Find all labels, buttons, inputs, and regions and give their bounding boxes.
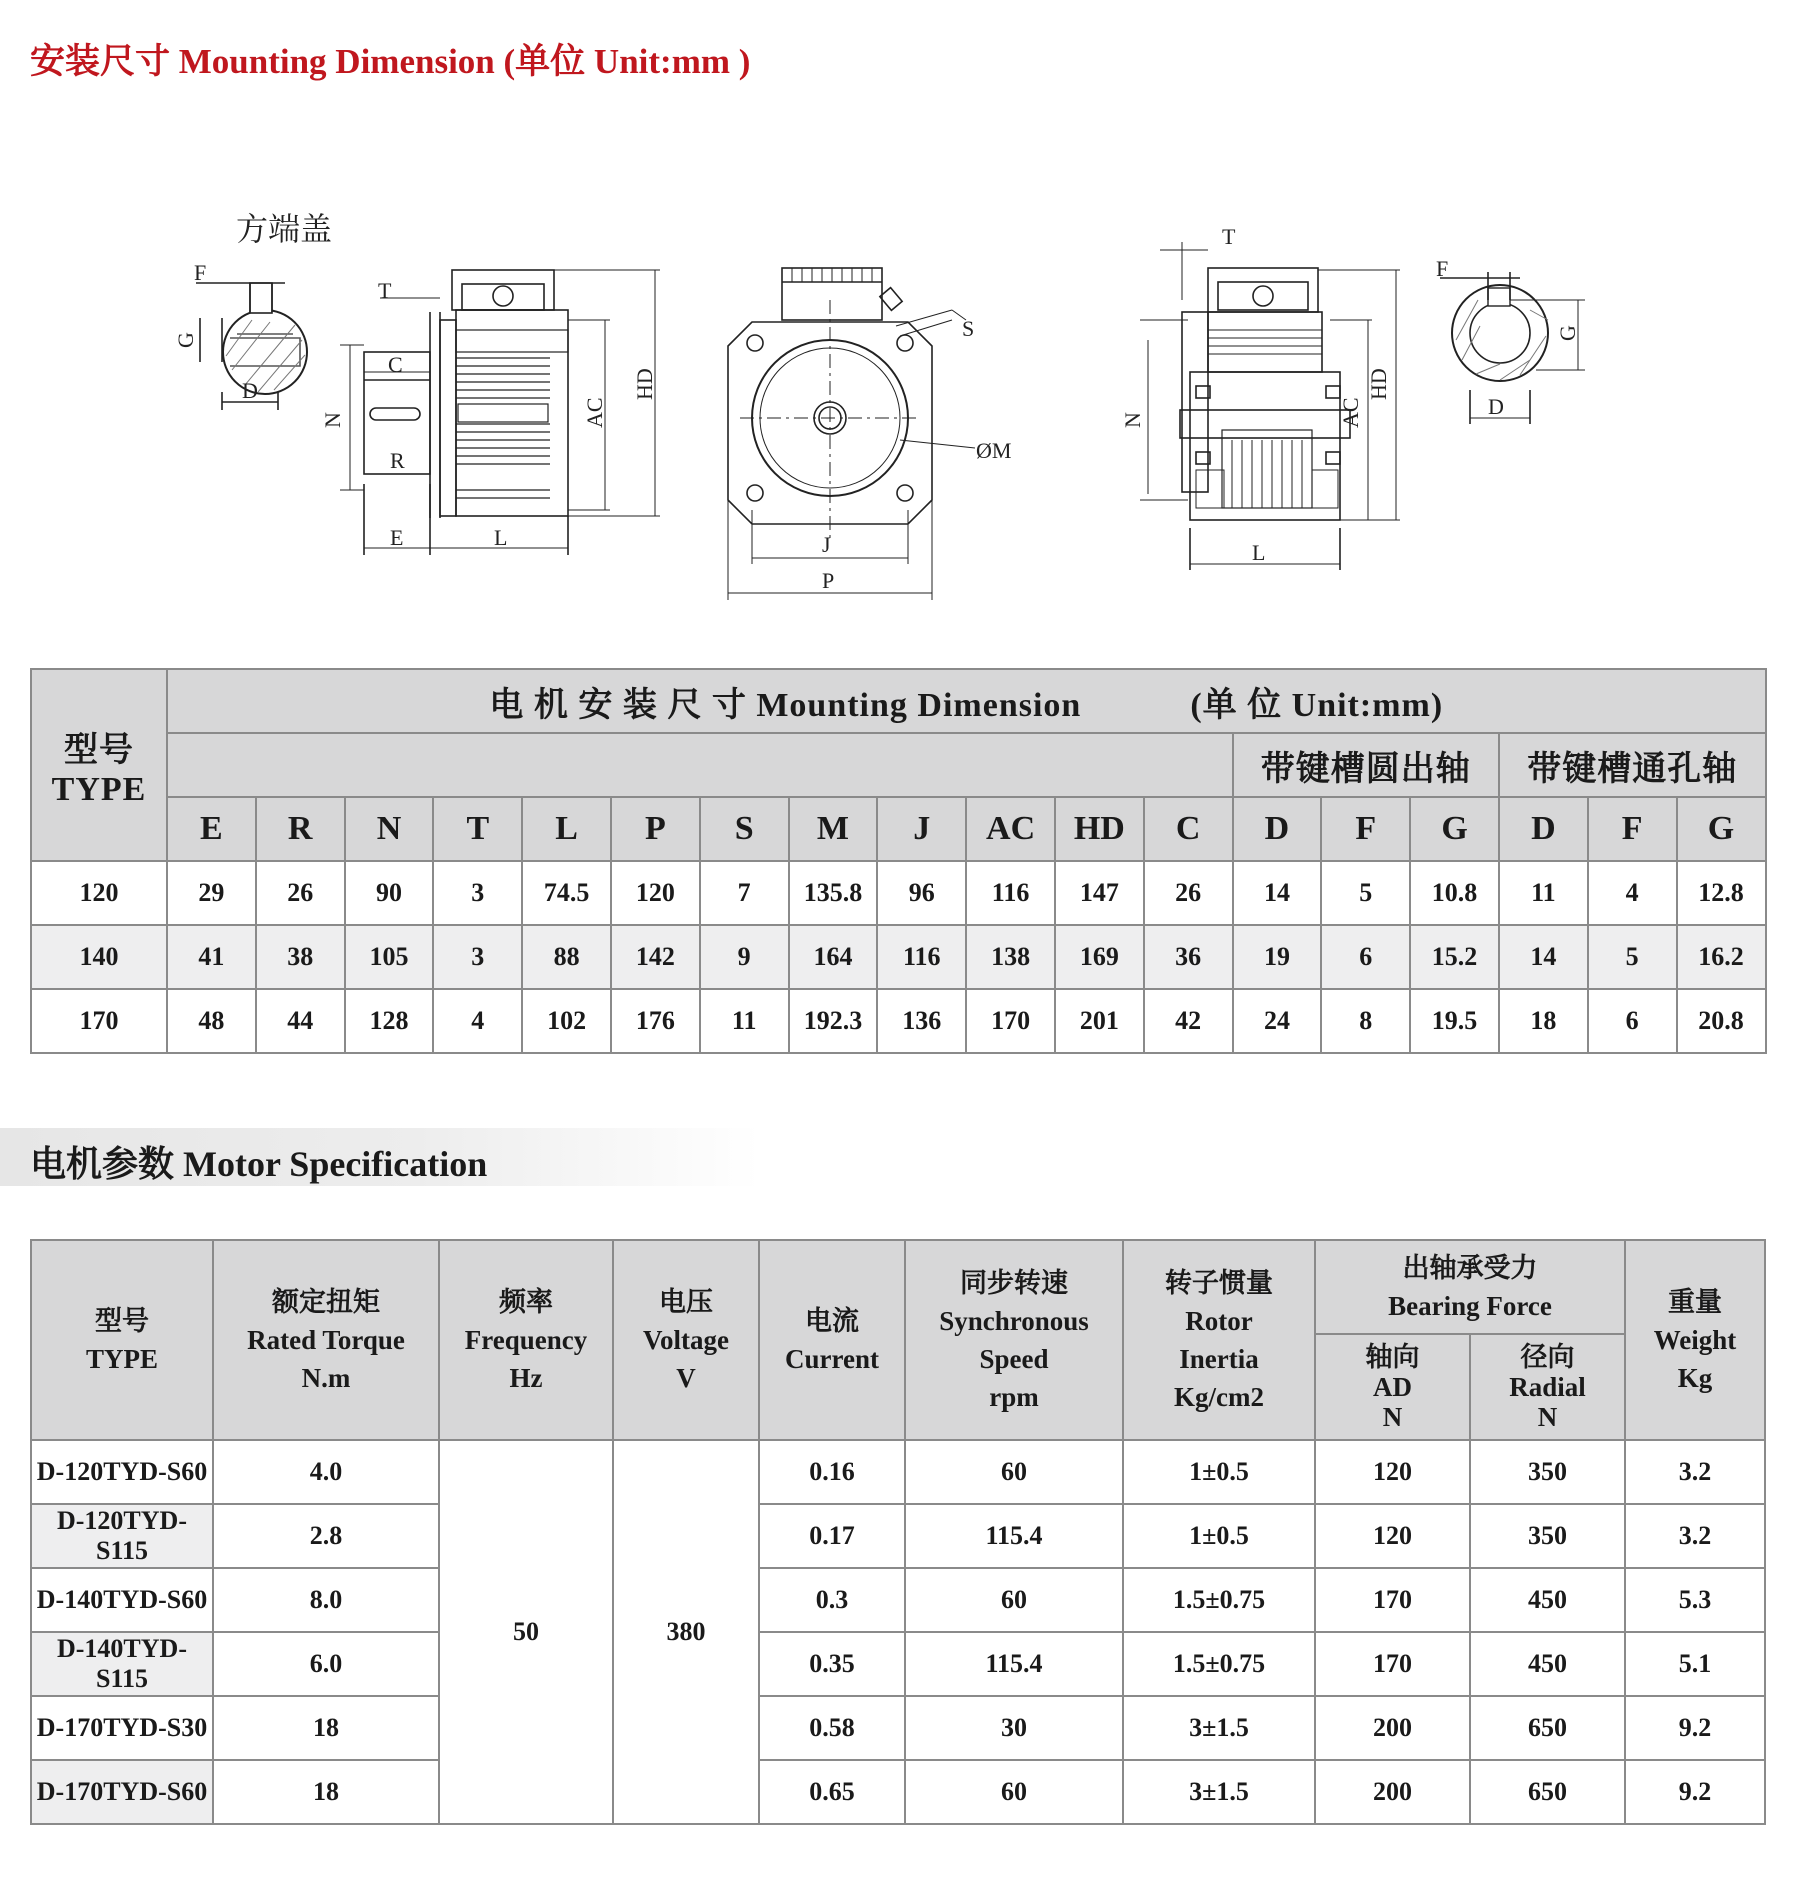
motor-spec-table bbox=[30, 1239, 1766, 1825]
table-row bbox=[31, 925, 1766, 989]
weight-cell: 3.2 bbox=[1625, 1440, 1765, 1504]
table-cell: 88 bbox=[522, 925, 611, 989]
table-cell: 19.5 bbox=[1410, 989, 1499, 1053]
spec-row bbox=[31, 1504, 1765, 1568]
table-cell: 41 bbox=[167, 925, 256, 989]
col-header-s: S bbox=[700, 797, 789, 861]
row-type: 140 bbox=[31, 925, 167, 989]
table-cell: 105 bbox=[345, 925, 434, 989]
column-header-row bbox=[31, 797, 1766, 861]
col-header-f: F bbox=[1321, 797, 1410, 861]
col-header-p: P bbox=[611, 797, 700, 861]
table-cell: 102 bbox=[522, 989, 611, 1053]
axial-header: 轴向 AD N bbox=[1315, 1334, 1470, 1440]
col-header-g: G bbox=[1677, 797, 1766, 861]
spec-type-cell: D-120TYD-S115 bbox=[31, 1504, 213, 1568]
dim-label-t1: T bbox=[378, 278, 392, 303]
table-cell: 11 bbox=[700, 989, 789, 1053]
inertia-cell: 1±0.5 bbox=[1123, 1440, 1315, 1504]
dim-label-s: S bbox=[962, 316, 975, 341]
weight-cell: 9.2 bbox=[1625, 1696, 1765, 1760]
col-header-hd: HD bbox=[1055, 797, 1144, 861]
table-cell: 164 bbox=[789, 925, 878, 989]
motor-front-view bbox=[728, 268, 975, 600]
table-cell: 116 bbox=[966, 861, 1055, 925]
table-cell: 136 bbox=[877, 989, 966, 1053]
dim-label-r1: R bbox=[390, 448, 405, 473]
dim-label-f2: F bbox=[1436, 256, 1449, 281]
spec-section-title: 电机参数 Motor Specification bbox=[30, 1144, 488, 1184]
weight-header: 重量 Weight Kg bbox=[1625, 1240, 1765, 1440]
spec-row bbox=[31, 1568, 1765, 1632]
dim-label-p: P bbox=[822, 568, 835, 593]
radial-cell: 450 bbox=[1470, 1568, 1625, 1632]
axial-cell: 200 bbox=[1315, 1696, 1470, 1760]
radial-cell: 350 bbox=[1470, 1440, 1625, 1504]
current-cell: 0.3 bbox=[759, 1568, 905, 1632]
table-cell: 6 bbox=[1321, 925, 1410, 989]
inertia-cell: 1.5±0.75 bbox=[1123, 1632, 1315, 1696]
table-cell: 20.8 bbox=[1677, 989, 1766, 1053]
col-header-g: G bbox=[1410, 797, 1499, 861]
spec-row bbox=[31, 1632, 1765, 1696]
inertia-header: 转子惯量 Rotor Inertia Kg/cm2 bbox=[1123, 1240, 1315, 1440]
table-cell: 90 bbox=[345, 861, 434, 925]
voltage-cell: 380 bbox=[613, 1440, 759, 1824]
torque-header: 额定扭矩 Rated Torque N.m bbox=[213, 1240, 439, 1440]
col-header-r: R bbox=[256, 797, 345, 861]
weight-cell: 5.1 bbox=[1625, 1632, 1765, 1696]
spec-type-cell: D-140TYD-S115 bbox=[31, 1632, 213, 1696]
table-cell: 15.2 bbox=[1410, 925, 1499, 989]
axial-cell: 120 bbox=[1315, 1504, 1470, 1568]
group-round-shaft: 带键槽圆出轴 bbox=[1233, 733, 1499, 797]
table-cell: 48 bbox=[167, 989, 256, 1053]
table-cell: 138 bbox=[966, 925, 1055, 989]
spec-section-title-bar bbox=[0, 1128, 760, 1186]
radial-cell: 350 bbox=[1470, 1504, 1625, 1568]
dim-label-ac2: AC bbox=[1338, 397, 1363, 428]
speed-cell: 30 bbox=[905, 1696, 1123, 1760]
current-cell: 0.65 bbox=[759, 1760, 905, 1824]
spec-type-cell: D-170TYD-S30 bbox=[31, 1696, 213, 1760]
table-cell: 176 bbox=[611, 989, 700, 1053]
inertia-cell: 1±0.5 bbox=[1123, 1504, 1315, 1568]
dim-label-t2: T bbox=[1222, 224, 1236, 249]
table-cell: 192.3 bbox=[789, 989, 878, 1053]
axial-cell: 200 bbox=[1315, 1760, 1470, 1824]
page-title: 安装尺寸 Mounting Dimension (单位 Unit:mm ) bbox=[30, 42, 751, 81]
inertia-cell: 3±1.5 bbox=[1123, 1760, 1315, 1824]
dim-label-l1: L bbox=[494, 525, 508, 550]
table-cell: 201 bbox=[1055, 989, 1144, 1053]
table-cell: 3 bbox=[433, 861, 522, 925]
shaft-section-right bbox=[1440, 272, 1585, 424]
inertia-cell: 1.5±0.75 bbox=[1123, 1568, 1315, 1632]
radial-cell: 650 bbox=[1470, 1696, 1625, 1760]
col-header-c: C bbox=[1144, 797, 1233, 861]
spec-row bbox=[31, 1696, 1765, 1760]
col-header-d: D bbox=[1233, 797, 1322, 861]
drawing-caption: 方端盖 bbox=[236, 211, 333, 247]
spec-row bbox=[31, 1440, 1765, 1504]
speed-header: 同步转速 Synchronous Speed rpm bbox=[905, 1240, 1123, 1440]
table-cell: 19 bbox=[1233, 925, 1322, 989]
spec-type-cell: D-170TYD-S60 bbox=[31, 1760, 213, 1824]
bearing-force-header: 出轴承受力 Bearing Force bbox=[1315, 1240, 1625, 1334]
table-cell: 12.8 bbox=[1677, 861, 1766, 925]
table-cell: 26 bbox=[1144, 861, 1233, 925]
table-cell: 4 bbox=[433, 989, 522, 1053]
table-cell: 96 bbox=[877, 861, 966, 925]
table-cell: 8 bbox=[1321, 989, 1410, 1053]
dim-label-d2: D bbox=[1488, 394, 1504, 419]
group-hollow-shaft: 带键槽通孔轴 bbox=[1499, 733, 1766, 797]
table-cell: 3 bbox=[433, 925, 522, 989]
col-header-t: T bbox=[433, 797, 522, 861]
table-cell: 24 bbox=[1233, 989, 1322, 1053]
axial-cell: 170 bbox=[1315, 1632, 1470, 1696]
radial-header: 径向 Radial N bbox=[1470, 1334, 1625, 1440]
speed-cell: 60 bbox=[905, 1440, 1123, 1504]
table-cell: 11 bbox=[1499, 861, 1588, 925]
speed-cell: 60 bbox=[905, 1568, 1123, 1632]
spec-type-cell: D-120TYD-S60 bbox=[31, 1440, 213, 1504]
table-cell: 4 bbox=[1588, 861, 1677, 925]
col-header-n: N bbox=[345, 797, 434, 861]
table-cell: 18 bbox=[1499, 989, 1588, 1053]
current-cell: 0.58 bbox=[759, 1696, 905, 1760]
weight-cell: 3.2 bbox=[1625, 1504, 1765, 1568]
dim-label-j: J bbox=[822, 532, 831, 557]
dim-label-g1: G bbox=[173, 332, 198, 348]
dim-label-f1: F bbox=[194, 260, 207, 285]
table-row bbox=[31, 989, 1766, 1053]
col-header-j: J bbox=[877, 797, 966, 861]
table-cell: 120 bbox=[611, 861, 700, 925]
table-cell: 5 bbox=[1588, 925, 1677, 989]
torque-cell: 18 bbox=[213, 1696, 439, 1760]
col-header-l: L bbox=[522, 797, 611, 861]
table-cell: 5 bbox=[1321, 861, 1410, 925]
table-cell: 74.5 bbox=[522, 861, 611, 925]
dim-label-hd1: HD bbox=[632, 368, 657, 400]
table-cell: 14 bbox=[1233, 861, 1322, 925]
current-cell: 0.35 bbox=[759, 1632, 905, 1696]
table-row bbox=[31, 861, 1766, 925]
weight-cell: 5.3 bbox=[1625, 1568, 1765, 1632]
mounting-title: 电 机 安 装 尺 寸 Mounting Dimension (单 位 Unit:mm) bbox=[167, 669, 1766, 733]
table-cell: 29 bbox=[167, 861, 256, 925]
weight-cell: 9.2 bbox=[1625, 1760, 1765, 1824]
table-cell: 42 bbox=[1144, 989, 1233, 1053]
col-header-f: F bbox=[1588, 797, 1677, 861]
dim-label-hd2: HD bbox=[1366, 368, 1391, 400]
table-cell: 169 bbox=[1055, 925, 1144, 989]
table-cell: 7 bbox=[700, 861, 789, 925]
table-cell: 116 bbox=[877, 925, 966, 989]
table-cell: 128 bbox=[345, 989, 434, 1053]
row-type: 170 bbox=[31, 989, 167, 1053]
col-header-m: M bbox=[789, 797, 878, 861]
current-cell: 0.17 bbox=[759, 1504, 905, 1568]
table-cell: 147 bbox=[1055, 861, 1144, 925]
dim-label-c1: C bbox=[388, 352, 403, 377]
radial-cell: 650 bbox=[1470, 1760, 1625, 1824]
table-cell: 6 bbox=[1588, 989, 1677, 1053]
table-cell: 36 bbox=[1144, 925, 1233, 989]
dim-label-d1: D bbox=[242, 378, 258, 403]
table-cell: 26 bbox=[256, 861, 345, 925]
motor-side-view-left bbox=[340, 270, 660, 555]
current-cell: 0.16 bbox=[759, 1440, 905, 1504]
table-cell: 10.8 bbox=[1410, 861, 1499, 925]
torque-cell: 4.0 bbox=[213, 1440, 439, 1504]
dim-label-l2: L bbox=[1252, 540, 1266, 565]
axial-cell: 120 bbox=[1315, 1440, 1470, 1504]
spec-type-cell: D-140TYD-S60 bbox=[31, 1568, 213, 1632]
dim-label-g2: G bbox=[1555, 325, 1580, 341]
col-header-d: D bbox=[1499, 797, 1588, 861]
table-cell: 170 bbox=[966, 989, 1055, 1053]
frequency-cell: 50 bbox=[439, 1440, 613, 1824]
radial-cell: 450 bbox=[1470, 1632, 1625, 1696]
inertia-cell: 3±1.5 bbox=[1123, 1696, 1315, 1760]
dim-label-m: ØM bbox=[976, 438, 1012, 463]
table-cell: 16.2 bbox=[1677, 925, 1766, 989]
voltage-header: 电压 Voltage V bbox=[613, 1240, 759, 1440]
type-header: 型号 TYPE bbox=[31, 669, 167, 861]
mounting-dimension-table bbox=[30, 668, 1767, 1054]
frequency-header: 频率 Frequency Hz bbox=[439, 1240, 613, 1440]
torque-cell: 6.0 bbox=[213, 1632, 439, 1696]
speed-cell: 115.4 bbox=[905, 1632, 1123, 1696]
col-header-ac: AC bbox=[966, 797, 1055, 861]
mounting-drawing bbox=[0, 0, 1800, 620]
table-cell: 142 bbox=[611, 925, 700, 989]
table-cell: 135.8 bbox=[789, 861, 878, 925]
torque-cell: 8.0 bbox=[213, 1568, 439, 1632]
table-cell: 14 bbox=[1499, 925, 1588, 989]
table-cell: 9 bbox=[700, 925, 789, 989]
table-cell: 38 bbox=[256, 925, 345, 989]
dim-label-n1: N bbox=[320, 412, 345, 428]
torque-cell: 2.8 bbox=[213, 1504, 439, 1568]
group-blank bbox=[167, 733, 1233, 797]
axial-cell: 170 bbox=[1315, 1568, 1470, 1632]
table-cell: 44 bbox=[256, 989, 345, 1053]
dim-label-e1: E bbox=[390, 525, 404, 550]
current-header: 电流 Current bbox=[759, 1240, 905, 1440]
dim-label-ac1: AC bbox=[582, 397, 607, 428]
spec-row bbox=[31, 1760, 1765, 1824]
col-header-e: E bbox=[167, 797, 256, 861]
speed-cell: 60 bbox=[905, 1760, 1123, 1824]
spec-type-header: 型号 TYPE bbox=[31, 1240, 213, 1440]
dim-label-n2: N bbox=[1120, 412, 1145, 428]
row-type: 120 bbox=[31, 861, 167, 925]
torque-cell: 18 bbox=[213, 1760, 439, 1824]
speed-cell: 115.4 bbox=[905, 1504, 1123, 1568]
